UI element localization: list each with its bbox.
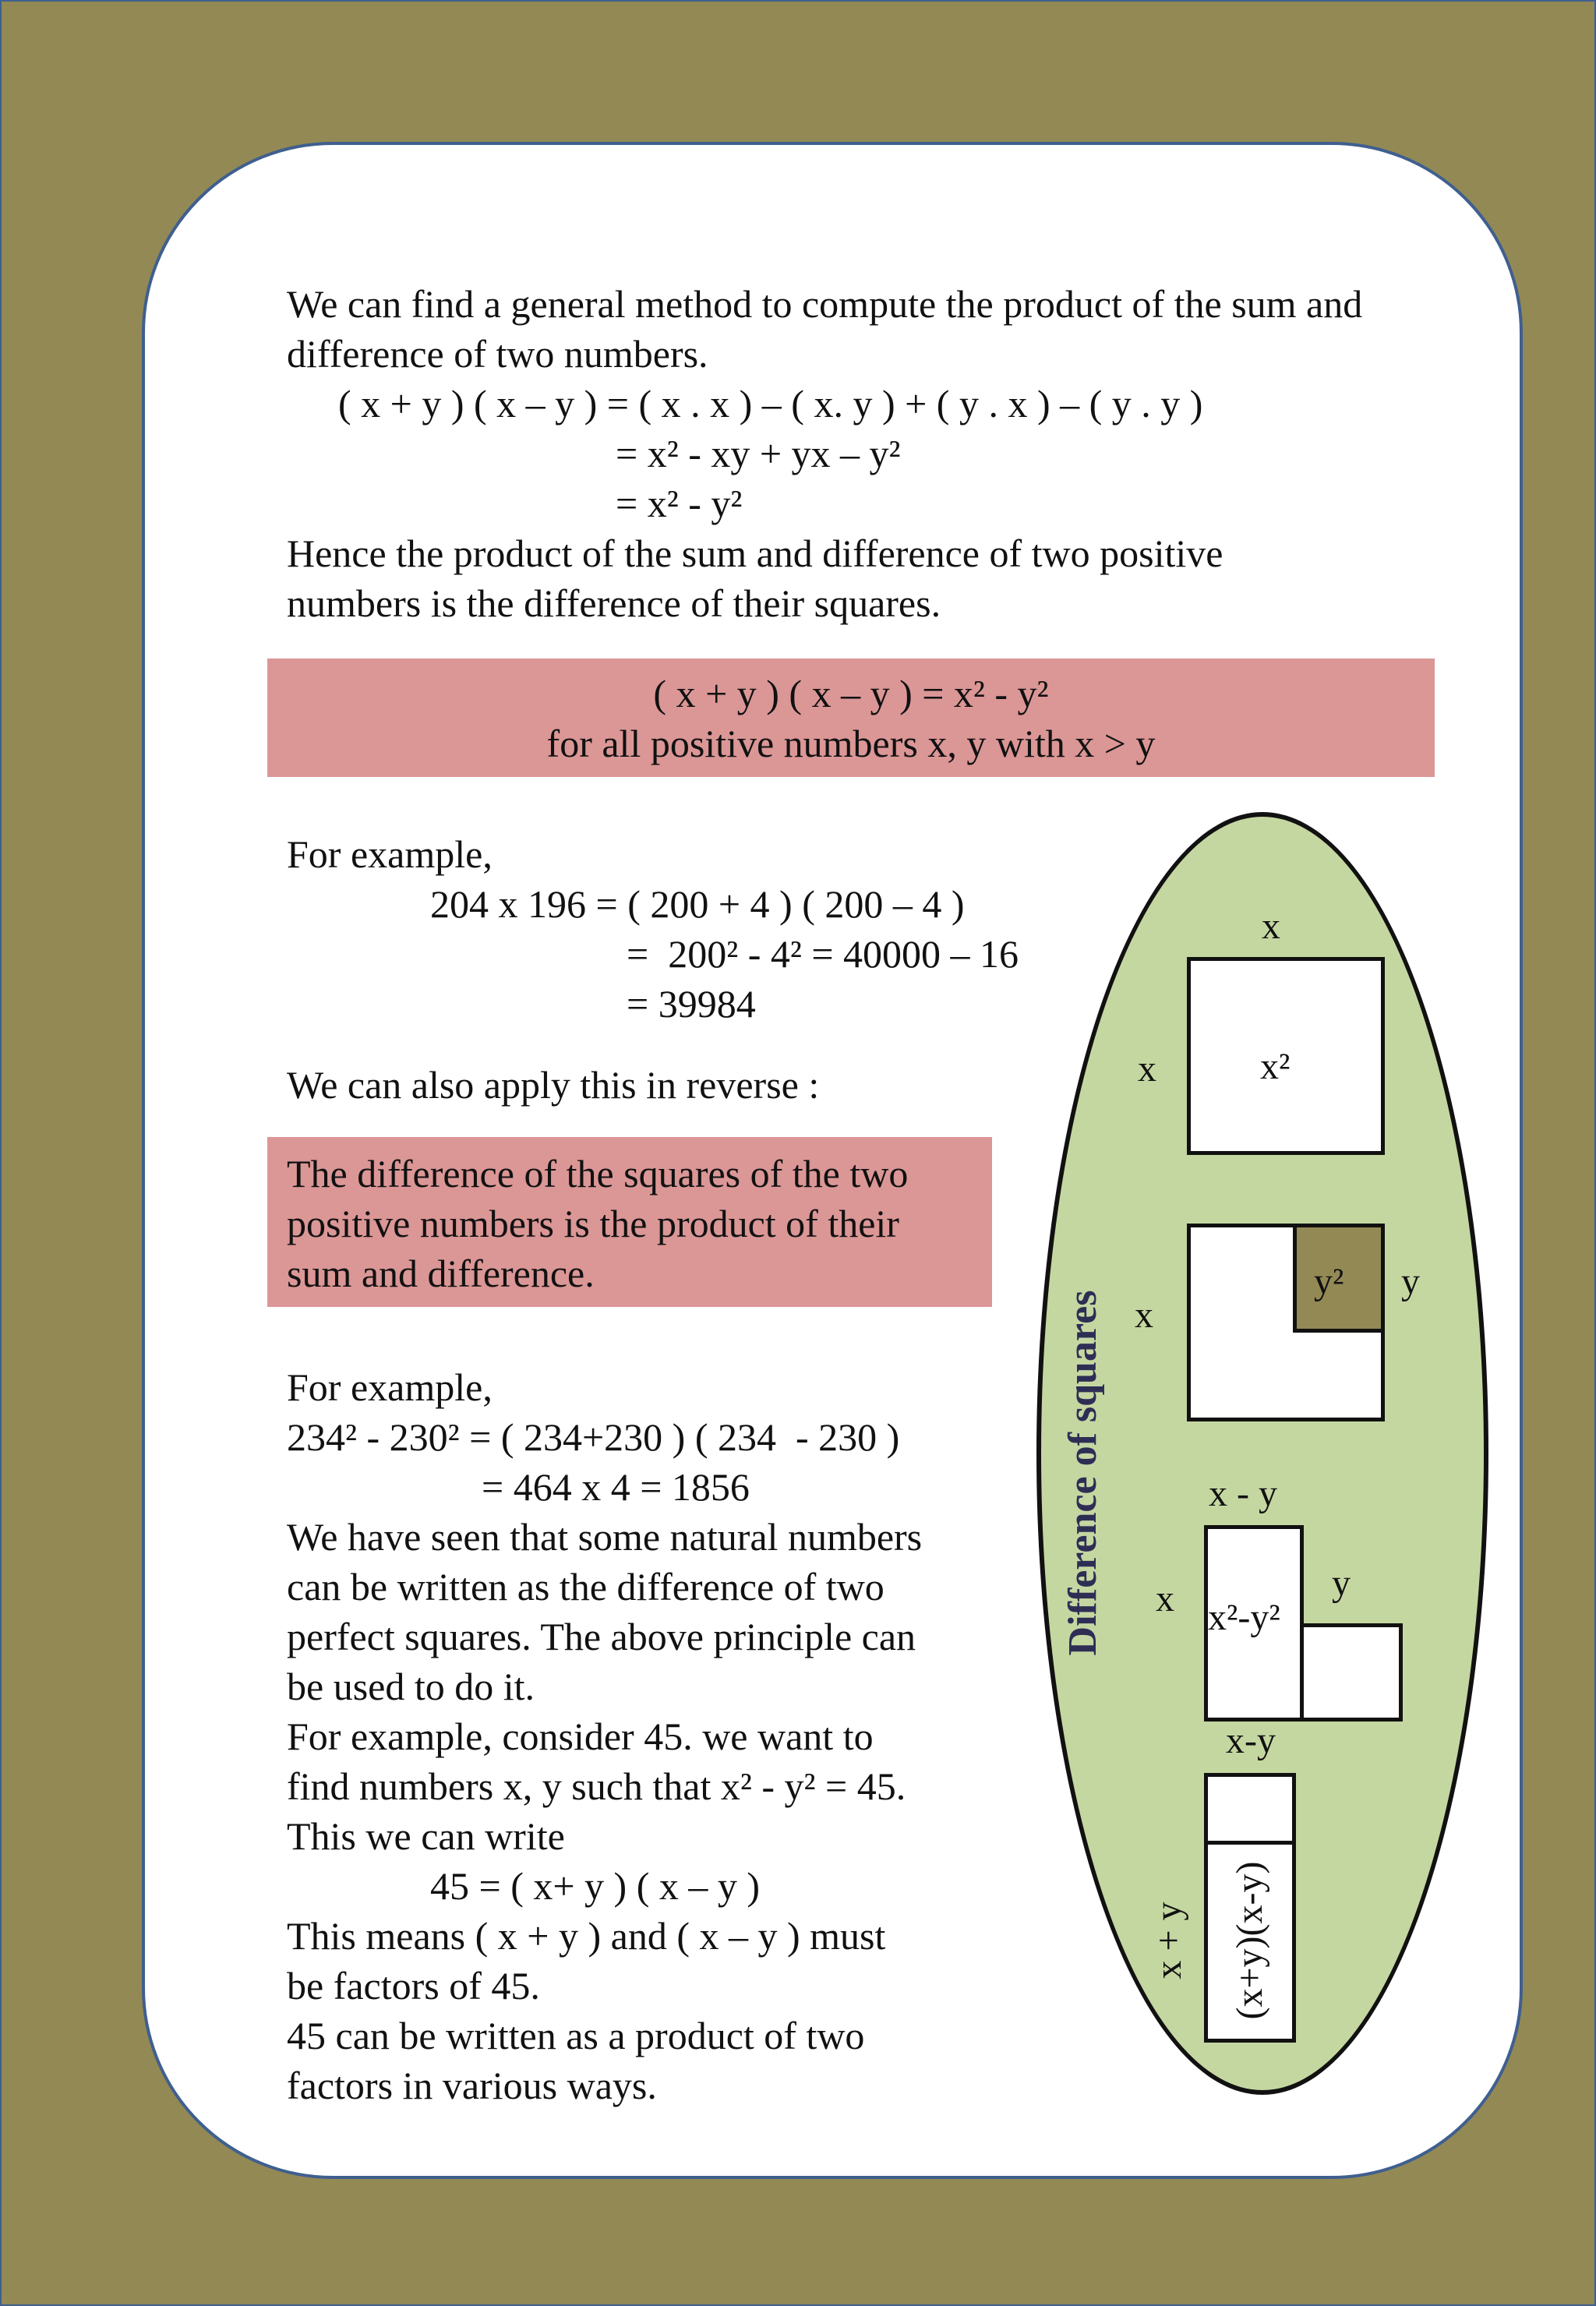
intro-line-1: We can find a general method to compute the product of the sum and bbox=[287, 282, 1363, 326]
square-3-area-label: x²-y² bbox=[1208, 1597, 1280, 1638]
square-1-top-label: x bbox=[1262, 906, 1280, 947]
square-1-left-label: x bbox=[1138, 1048, 1156, 1089]
paragraph-line-9: be factors of 45. bbox=[287, 1964, 540, 2008]
intro-equation-1: ( x + y ) ( x – y ) = ( x . x ) – ( x. y ) + ( y . x ) – ( y . y ) bbox=[338, 382, 1203, 426]
example-2-equation-3: 45 = ( x+ y ) ( x – y ) bbox=[430, 1864, 760, 1908]
example-1-equation-3: = 39984 bbox=[627, 982, 756, 1026]
square-1-area-label: x² bbox=[1260, 1046, 1291, 1087]
rectangle-left-label: x + y bbox=[1148, 1902, 1189, 1979]
reverse-box-line-3: sum and difference. bbox=[287, 1252, 595, 1295]
identity-condition: for all positive numbers x, y with x > y bbox=[546, 722, 1156, 765]
intro-equation-3: = x² - y² bbox=[616, 482, 743, 525]
example-2-equation-1: 234² - 230² = ( 234+230 ) ( 234 - 230 ) bbox=[287, 1415, 900, 1459]
paragraph-line-1: We have seen that some natural numbers bbox=[287, 1515, 923, 1559]
square-3-left-label: x bbox=[1156, 1578, 1174, 1619]
intro-equation-2: = x² - xy + yx – y² bbox=[616, 432, 901, 475]
paragraph-line-8: This means ( x + y ) and ( x – y ) must bbox=[287, 1914, 886, 1958]
paragraph-line-5: For example, consider 45. we want to bbox=[287, 1714, 874, 1758]
paragraph-line-7: This we can write bbox=[287, 1814, 565, 1858]
reverse-box-line-2: positive numbers is the product of their bbox=[287, 1202, 899, 1245]
paragraph-line-11: factors in various ways. bbox=[287, 2064, 657, 2107]
square-2-left-label: x bbox=[1135, 1294, 1153, 1336]
l-shape-right-rectangle bbox=[1300, 1623, 1403, 1722]
paragraph-line-3: perfect squares. The above principle can bbox=[287, 1615, 916, 1658]
example-1-equation-2: = 200² - 4² = 40000 – 16 bbox=[627, 932, 1019, 976]
paragraph-line-10: 45 can be written as a product of two bbox=[287, 2014, 865, 2057]
example-1-equation-1: 204 x 196 = ( 200 + 4 ) ( 200 – 4 ) bbox=[430, 882, 965, 926]
square-2-y-area-label: y² bbox=[1314, 1261, 1344, 1302]
diagram-title: Difference of squares bbox=[1061, 1290, 1105, 1656]
paragraph-line-4: be used to do it. bbox=[287, 1665, 535, 1708]
square-2-right-label: y bbox=[1401, 1261, 1420, 1302]
intro-line-2: difference of two numbers. bbox=[287, 332, 708, 376]
identity-formula: ( x + y ) ( x – y ) = x² - y² bbox=[653, 672, 1049, 715]
hence-line-2: numbers is the difference of their squares. bbox=[287, 581, 941, 625]
paragraph-line-6: find numbers x, y such that x² - y² = 45. bbox=[287, 1764, 906, 1808]
example-2-heading: For example, bbox=[287, 1365, 493, 1409]
rectangle-top-label: x-y bbox=[1226, 1720, 1276, 1761]
example-1-heading: For example, bbox=[287, 832, 493, 876]
square-3-top-label: x - y bbox=[1209, 1473, 1277, 1514]
square-3-right-label: y bbox=[1332, 1563, 1351, 1604]
reverse-box-line-1: The difference of the squares of the two bbox=[287, 1152, 909, 1195]
reverse-text: We can also apply this in reverse : bbox=[287, 1063, 820, 1107]
rectangle-area-label: (x+y)(x-y) bbox=[1229, 1861, 1270, 2020]
paragraph-line-2: can be written as the difference of two bbox=[287, 1565, 885, 1609]
hence-line-1: Hence the product of the sum and difference of two positive bbox=[287, 531, 1223, 575]
example-2-equation-2: = 464 x 4 = 1856 bbox=[482, 1465, 750, 1509]
